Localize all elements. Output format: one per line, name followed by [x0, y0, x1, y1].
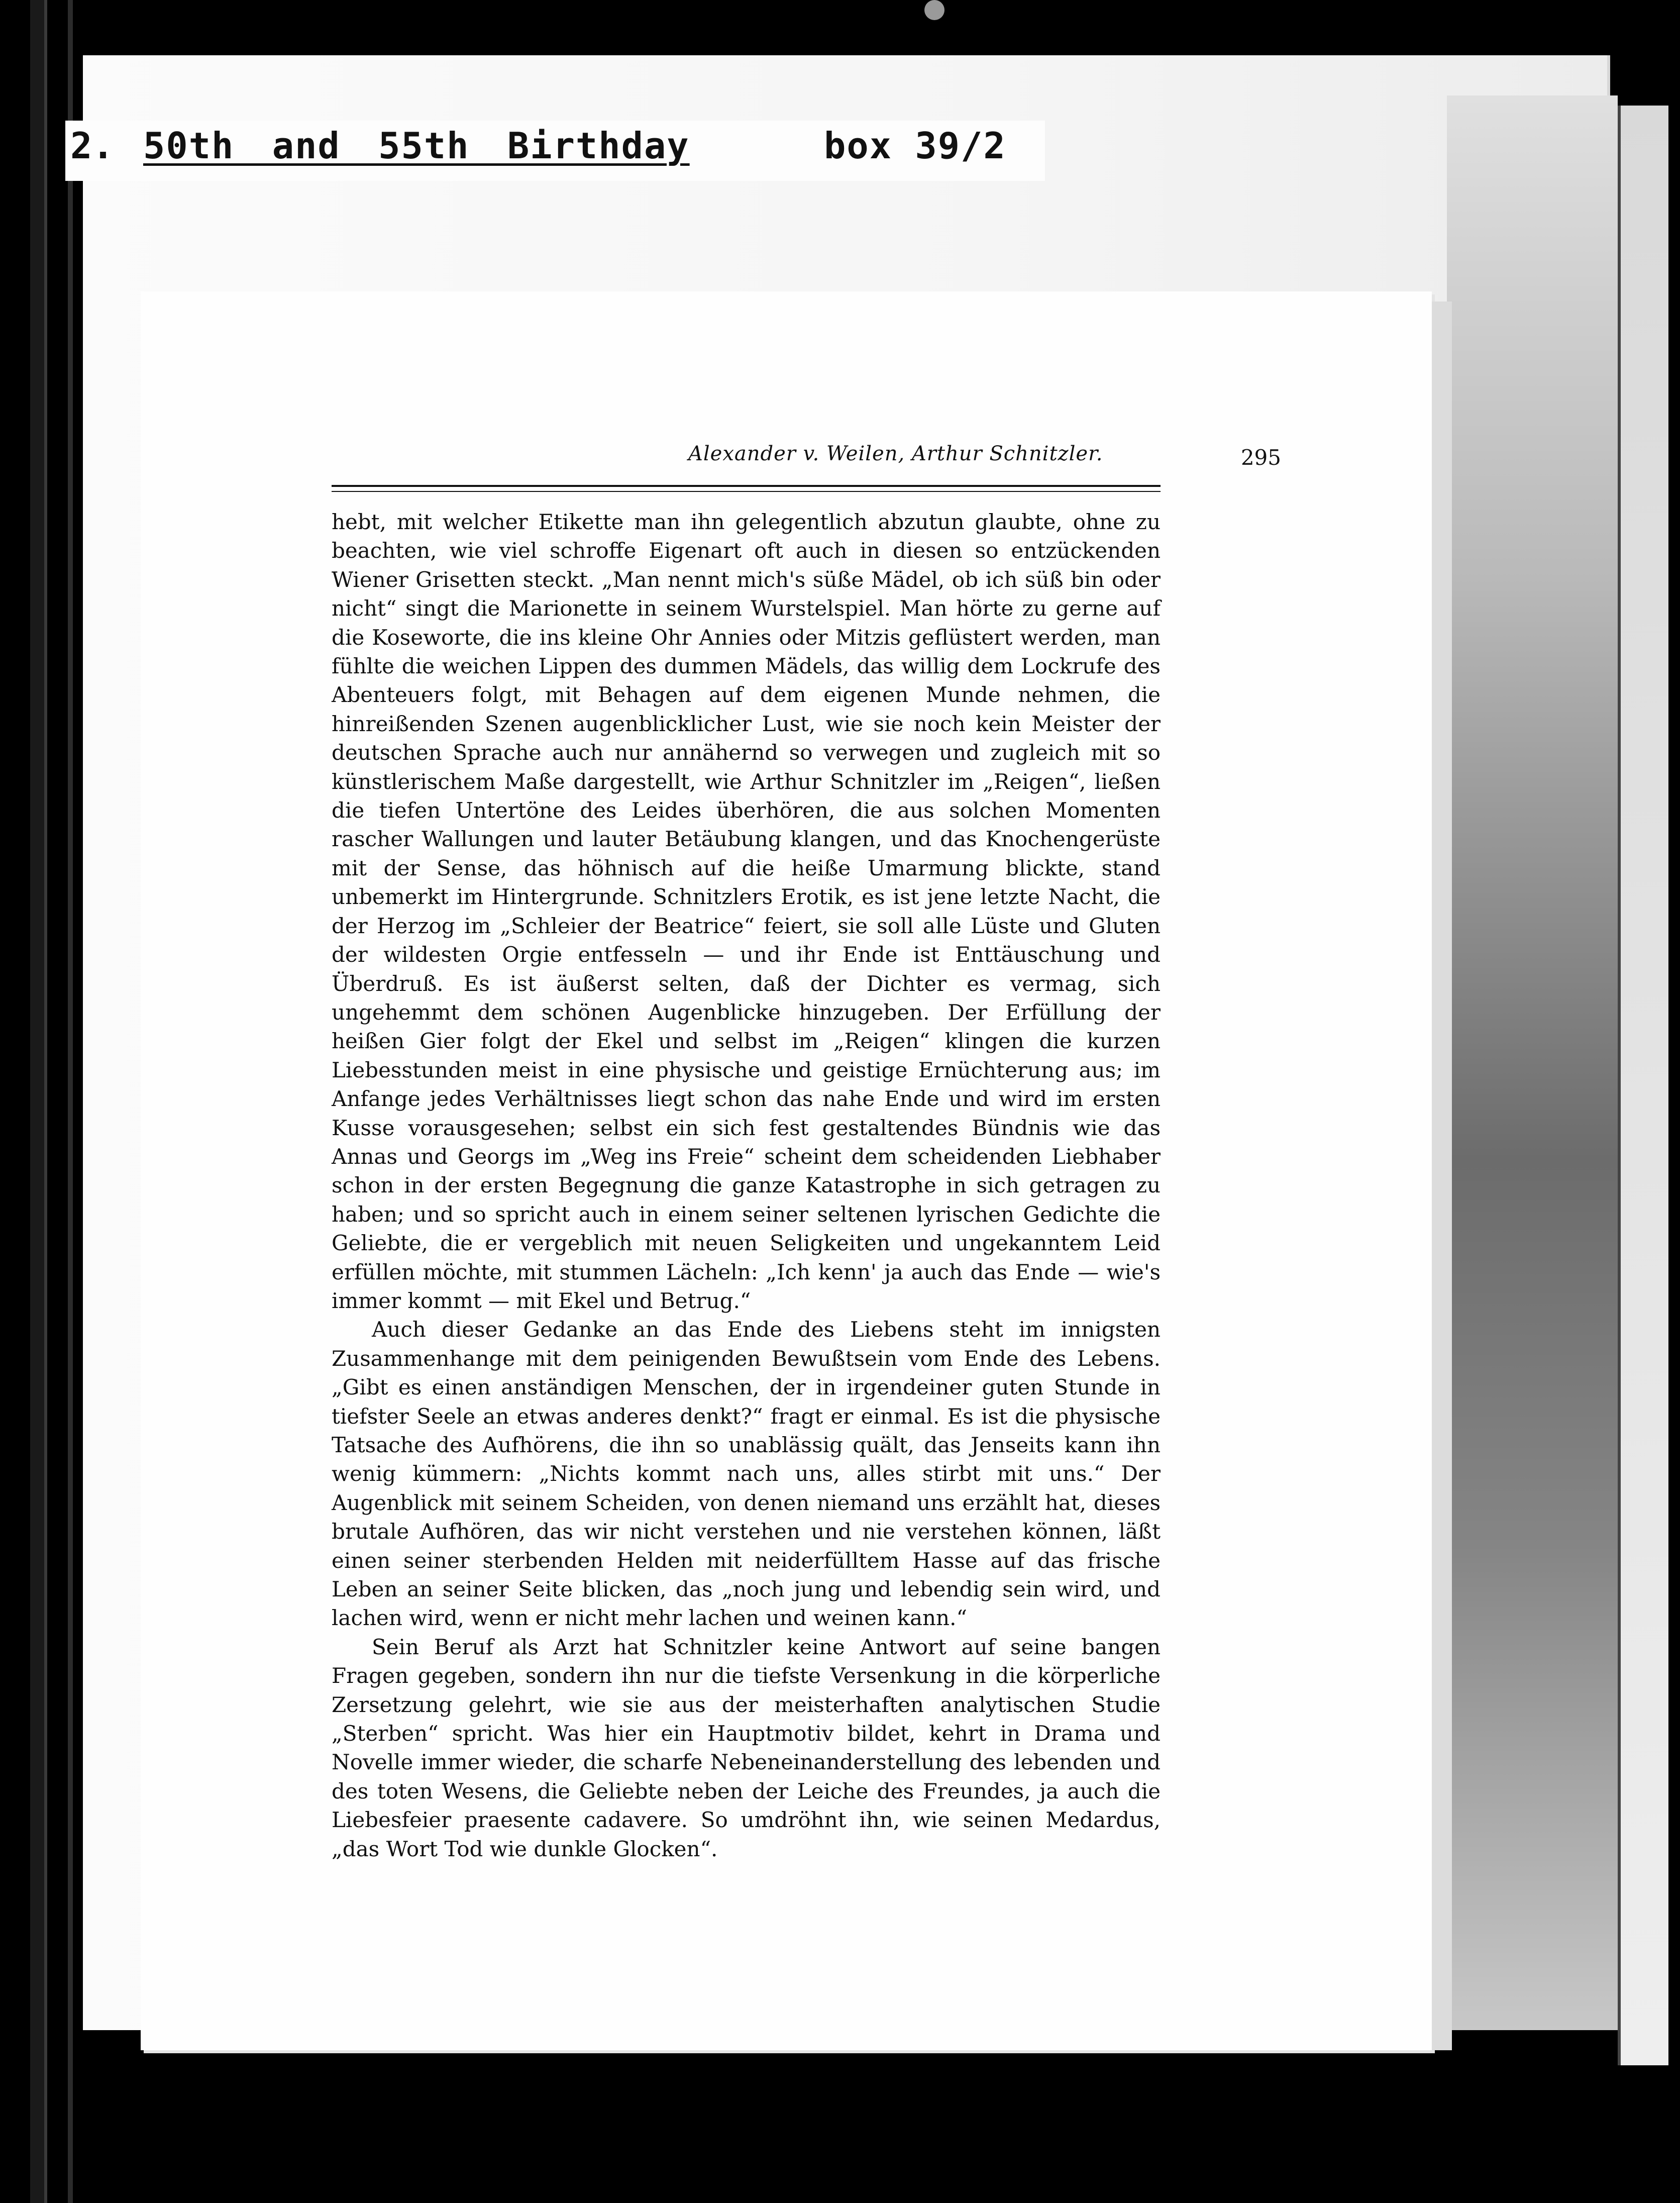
film-edge-left: [30, 0, 47, 2203]
header-label-prefix: 2.: [70, 125, 114, 167]
clipping-page: [141, 291, 1432, 2050]
paragraph-1: hebt, mit welcher Etikette man ihn gelegentlich abzutun glaubte, ohne zu beachten, wie viel schroffe Eigenart oft auch in diesen so entzückenden Wiener Grisetten steckt. „Man nennt mich's süße Mädel, ob ich süß bin oder nicht“ singt die Marionette in seinem Wurstelspiel. Man hörte zu gerne auf die Koseworte, die ins kleine Ohr Annies oder Mitzis geflüstert werden, man fühlte die weichen Lippen des dummen Mädels, das willig dem Lockrufe des Abenteuers folgt, mit Behagen auf dem eigenen Munde nehmen, die hinreißenden Szenen augenblicklicher Lust, wie sie noch kein Meister der deutschen Sprache auch nur annähernd so verwegen und zugleich mit so künstlerischem Maße dargestellt, wie Arthur Schnitzler im „Reigen“, ließen die tiefen Untertöne des Leides überhören, die aus solchen Momenten rascher Wallungen und lauter Betäubung klangen, und das Knochengerüste mit der Sense, das höhnisch auf die heiße Umarmung blickte, stand unbemerkt im Hintergrunde. Schnitzlers Erotik, es ist jene letzte Nacht, die der Herzog im „Schleier der Beatrice“ feiert, sie soll alle Lüste und Gluten der wildesten Orgie entfesseln — und ihr Ende ist Enttäuschung und Überdruß. Es ist äußerst selten, daß der Dichter es vermag, sich ungehemmt dem schönen Augenblicke hinzugeben. Der Erfüllung der heißen Gier folgt der Ekel und selbst im „Reigen“ klingen die kurzen Liebesstunden meist in eine physische und geistige Ernüchterung aus; im Anfange jedes Verhältnisses liegt schon das nahe Ende und wird im ersten Kusse vorausgesehen; selbst ein sich fest gestaltendes Bündnis wie das Annas und Georgs im „Weg ins Freie“ scheint dem scheidenden Liebhaber schon in der ersten Begegnung die ganze Katastrophe in sich getragen zu haben; und so spricht auch in einem seiner seltenen lyrischen Gedichte die Geliebte, die er vergeblich mit neuen Seligkeiten und ungekanntem Leid erfüllen möchte, mit stummen Lächeln: „Ich kenn' ja auch das Ende — wie's immer kommt — mit Ekel und Betrug.“: [332, 510, 1161, 1313]
article-body: [332, 508, 1161, 1863]
paragraph-3: Sein Beruf als Arzt hat Schnitzler keine Antwort auf seine bangen Fragen gegeben, sondern ihn nur die tiefste Versenkung in die körperliche Zersetzung gelehrt, wie sie aus der meisterhaften analytischen Studie „Sterben“ spricht. Was hier ein Hauptmotiv bildet, kehrt in Drama und Novelle immer wieder, die scharfe Nebeneinanderstellung des lebenden und des toten Wesens, die Geliebte neben der Leiche des Freundes, ja auch die Liebesfeier praesente cadavere. So umdröhnt ihn, wie seinen Medardus, „das Wort Tod wie dunkle Glocken“.: [332, 1634, 1161, 1861]
header-rule-thin: [332, 491, 1161, 492]
paragraph-2: Auch dieser Gedanke an das Ende des Liebens steht im innigsten Zusammenhange mit dem peinigenden Bewußtsein vom Ende des Lebens. „Gibt es einen anständigen Menschen, der in irgendeiner guten Stunde in tiefster Seele an etwas anderes denkt?“ fragt er einmal. Es ist die physische Tatsache des Aufhörens, die ihn so unablässig quält, das Jenseits kann ihn wenig kümmern: „Nichts kommt nach uns, alles stirbt mit uns.“ Der Augenblick mit seinem Scheiden, von denen niemand uns erzählt hat, dieses brutale Aufhören, das wir nicht verstehen und nie verstehen können, läßt einen seiner sterbenden Helden mit neiderfülltem Hasse auf das frische Leben an seiner Seite blicken, das „noch jung und lebendig sein wird, und lachen wird, wenn er nicht mehr lachen und weinen kann.“: [332, 1317, 1161, 1631]
running-head-text: Alexander v. Weilen, Arthur Schnitzler.: [688, 442, 1103, 465]
page-number: 295: [1240, 445, 1281, 470]
header-rule-thick: [332, 485, 1161, 487]
clipping-shadow: [1432, 302, 1452, 2050]
header-label-title: 50th and 55th Birthday: [143, 125, 690, 167]
running-head: [332, 442, 1301, 482]
film-edge-inner: [68, 0, 73, 2203]
folder-shadow: [1447, 95, 1618, 2030]
film-hole: [924, 0, 944, 20]
header-label-box: box 39/2: [824, 125, 1006, 167]
folder-edge: [1618, 106, 1668, 2065]
